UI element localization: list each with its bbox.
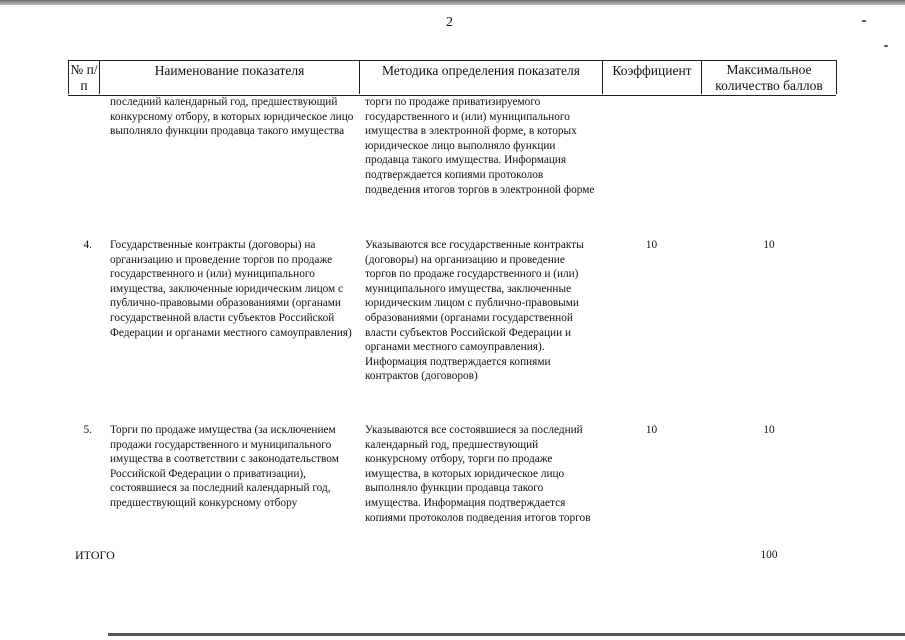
header-name: Наименование показателя <box>99 60 359 94</box>
row-5-method: Указываются все состоявшиеся за последний календарный год, предшествующий конкурсному отбору, торги по продаже имущества, в которых юридическое лицо выполняло функции продавца такого имущества. Информация подтверждается копиями протоколов подведения итогов торгов <box>365 424 591 524</box>
row-continued-name: последний календарный год, предшествующий конкурсному отбору, в которых юридическое лицо выполняло функции продавца такого имущества <box>110 96 354 138</box>
row-continued-method: торги по продаже приватизируемого государственного и (или) муниципального имущества в электронной форме, в которых юридическое лицо выполняло функции продавца такого имущества. Информация подтверждается копиями протоколов подведения итогов торгов в электронной форме <box>365 96 595 196</box>
scan-edge-top <box>0 0 905 5</box>
header-max-score: Максимальное количество баллов <box>701 60 837 94</box>
page-number: 2 <box>446 15 453 30</box>
row-4-coefficient: 10 <box>645 239 658 251</box>
row-5-max-score: 10 <box>763 424 775 436</box>
total-value: 100 <box>760 549 778 561</box>
total-label: ИТОГО <box>75 548 115 562</box>
scan-speck <box>862 20 866 22</box>
header-method: Методика определения показателя <box>359 60 602 94</box>
row-5-name: Торги по продаже имущества (за исключением продажи государственного и муниципального имущества в соответствии с законодательством Российской Федерации о приватизации), состоявшиеся за последний календарный год, предшествующий конкурсному отбору <box>110 424 339 509</box>
row-5-number: 5. <box>83 424 92 436</box>
header-number: № п/п <box>68 60 99 94</box>
row-4-name: Государственные контракты (договоры) на организацию и проведение торгов по продаже государственного и (или) муниципального имущества, заключенные юридическим лицом с публично-правовыми образованиями (органами государственной власти субъектов Российской Федерации и органами местного самоуправления) <box>110 239 352 339</box>
row-4-max-score: 10 <box>763 239 775 251</box>
row-4-number: 4. <box>83 239 92 251</box>
row-4-method: Указываются все государственные контракты (договоры) на организацию и проведение торгов по продаже государственного и (или) муниципального имущества, заключенные юридическим лицом с публично-правовыми образованиями (органами государственной власти субъектов Российской Федерации и органами местного самоуправления). Информация подтверждается копиями контрактов (договоров) <box>365 239 584 383</box>
scan-speck <box>884 45 888 47</box>
scan-edge-bottom <box>108 633 905 636</box>
row-5-coefficient: 10 <box>645 424 658 436</box>
header-coefficient: Коэффициент <box>602 60 701 94</box>
